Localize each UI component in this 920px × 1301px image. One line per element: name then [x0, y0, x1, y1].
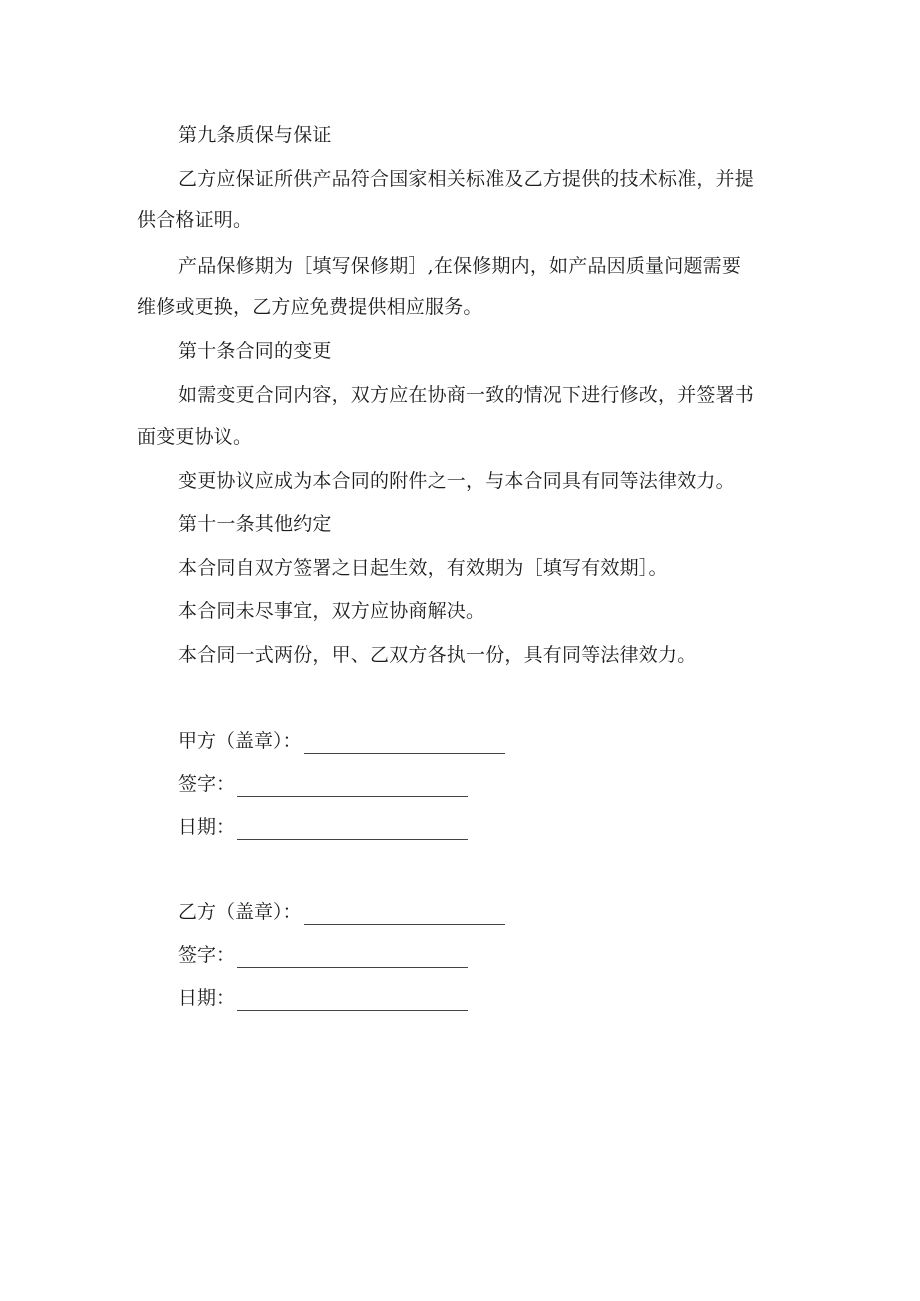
- party-b-date-label: 日期：: [178, 987, 236, 1009]
- party-a-date-blank: [237, 819, 468, 840]
- party-a-seal-label: 甲方（盖章）：: [178, 730, 302, 752]
- article10-p1-line1: 如需变更合同内容，双方应在协商一致的情况下进行修改，并签署书: [178, 384, 755, 406]
- party-a-seal-row: [178, 728, 505, 754]
- article9-p2-line2: 维修或更换，乙方应免费提供相应服务。: [137, 296, 483, 318]
- party-b-date-blank: [237, 990, 468, 1011]
- party-a-seal-blank: [304, 733, 505, 754]
- party-b-date-row: [178, 985, 468, 1011]
- article11-heading: 第十一条其他约定: [178, 513, 332, 535]
- party-b-seal-label: 乙方（盖章）：: [178, 901, 302, 923]
- article9-p1-line2: 供合格证明。: [137, 209, 253, 231]
- party-b-seal-blank: [304, 904, 505, 925]
- article9-p2-line1: 产品保修期为［填写保修期］,在保修期内，如产品因质量问题需要: [178, 255, 742, 277]
- party-b-sign-label: 签字：: [178, 944, 236, 966]
- article9-p1-line1: 乙方应保证所供产品符合国家相关标准及乙方提供的技术标准，并提: [178, 168, 755, 190]
- article10-heading: 第十条合同的变更: [178, 340, 332, 362]
- party-b-sign-blank: [237, 947, 468, 968]
- article9-heading: 第九条质保与保证: [178, 124, 332, 146]
- article10-p2: 变更协议应成为本合同的附件之一，与本合同具有同等法律效力。: [178, 470, 735, 492]
- party-a-date-row: [178, 814, 468, 840]
- article11-p3: 本合同一式两份，甲、乙双方各执一份，具有同等法律效力。: [178, 644, 697, 666]
- party-b-sign-row: [178, 942, 468, 968]
- party-a-sign-label: 签字：: [178, 773, 236, 795]
- article11-p1: 本合同自双方签署之日起生效，有效期为［填写有效期］。: [178, 557, 668, 579]
- party-a-sign-blank: [237, 776, 468, 797]
- article10-p1-line2: 面变更协议。: [137, 426, 253, 448]
- party-a-date-label: 日期：: [178, 816, 236, 838]
- party-a-sign-row: [178, 771, 468, 797]
- party-b-seal-row: [178, 899, 505, 925]
- article11-p2: 本合同未尽事宜，双方应协商解决。: [178, 600, 486, 622]
